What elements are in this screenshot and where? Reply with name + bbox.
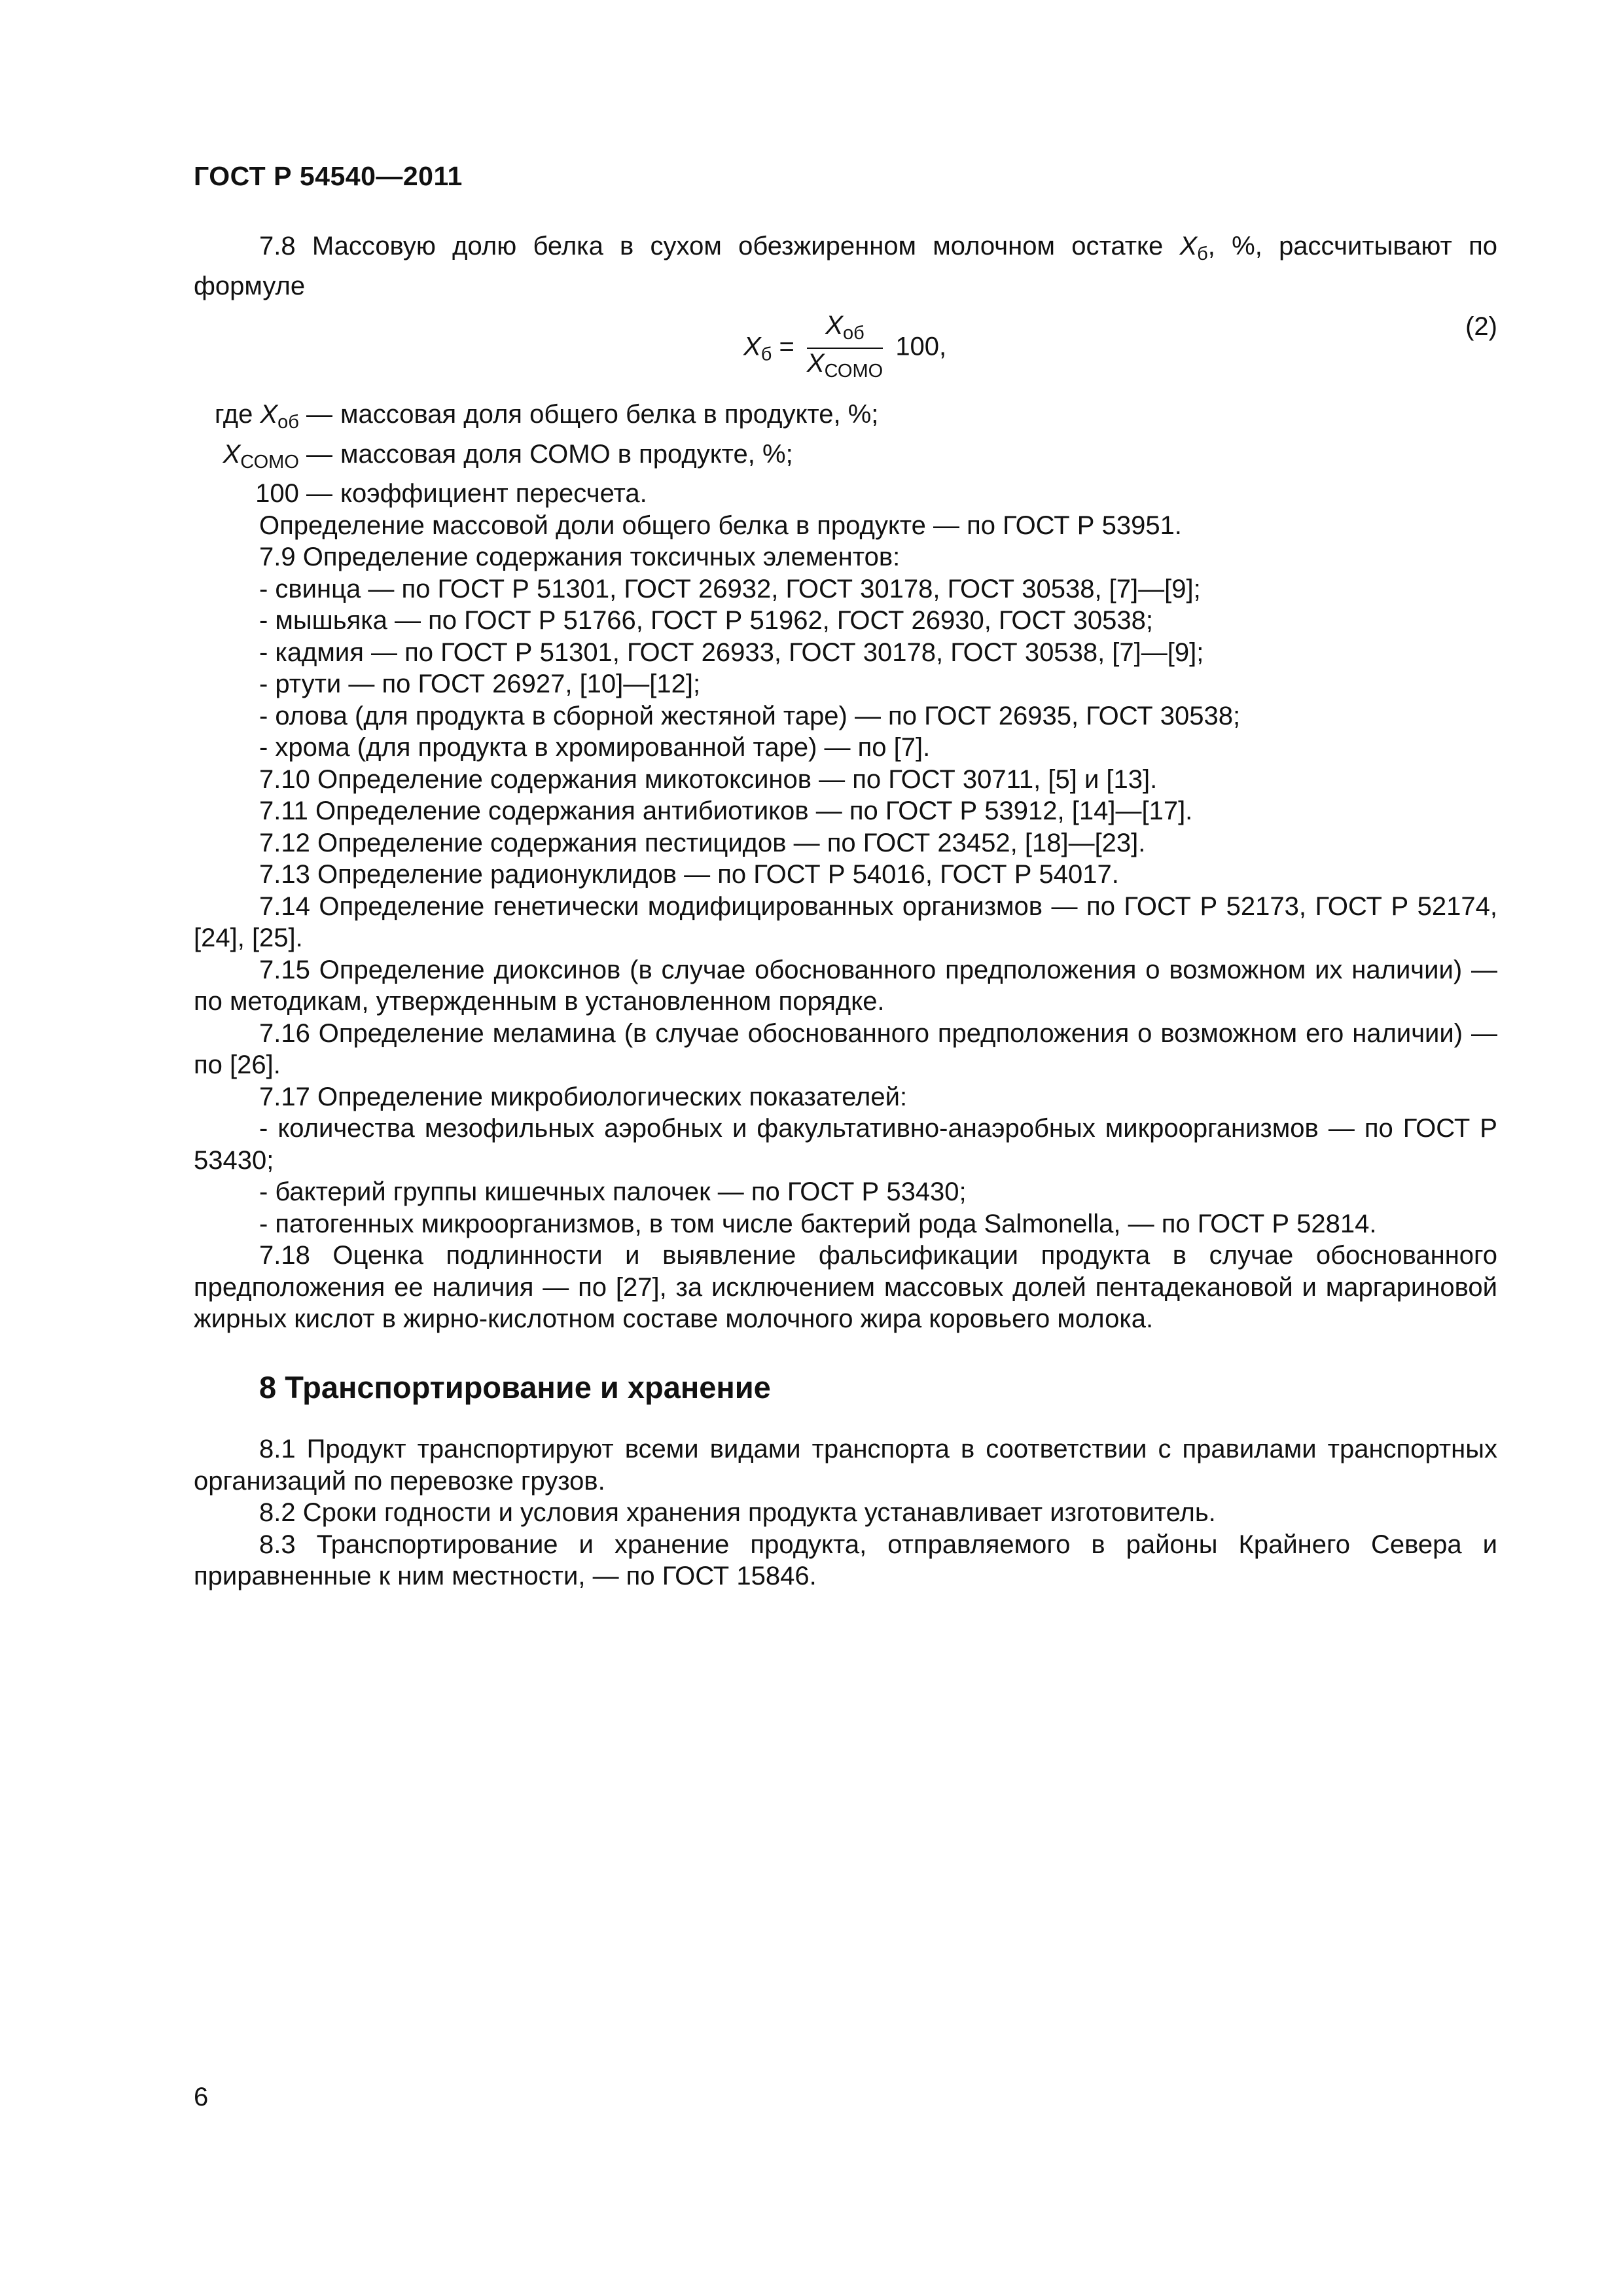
list-item: - свинца — по ГОСТ Р 51301, ГОСТ 26932, ГОСТ 30178, ГОСТ 30538, [7]—[9];: [259, 574, 1201, 603]
paragraph-7-8: 7.8 Массовую долю белка в сухом обезжиренном молочном остатке $X_б$, %, рассчитывают по формуле: [194, 232, 1498, 300]
paragraph-8-1: 8.1 Продукт транспортируют всеми видами транспорта в соответствии с правилами транспортных организаций по перевозке грузов.: [194, 1435, 1497, 1496]
paragraph-7-15: 7.15 Определение диоксинов (в случае обоснованного предположения о возможном их наличии) — по методикам, утвержденным в установленном порядке.: [194, 955, 1497, 1016]
formula-fraction: $\frac{X_{об}}{X_{СОМО}}$: [806, 311, 883, 382]
where-row-1: где $X_{об}$ — массовая доля общего белка в продукте, %;: [214, 400, 879, 433]
paragraph-7-12: 7.12 Определение содержания пестицидов — по ГОСТ 23452, [18]—[23].: [259, 828, 1146, 857]
list-item: - кадмия — по ГОСТ Р 51301, ГОСТ 26933, ГОСТ 30178, ГОСТ 30538, [7]—[9];: [259, 637, 1204, 667]
formula-2: [194, 302, 1497, 399]
paragraph-7-10: 7.10 Определение содержания микотоксинов — по ГОСТ 30711, [5] и [13].: [259, 764, 1158, 794]
page-number: 6: [194, 2083, 209, 2111]
paragraph-8-3: 8.3 Транспортирование и хранение продукта, отправляемого в районы Крайнего Севера и приравненные к ним местности, — по ГОСТ 15846.: [194, 1530, 1497, 1590]
where-row-3: 100 — коэффициент пересчета.: [255, 479, 647, 508]
paragraph-protein: Определение массовой доли общего белка в продукте — по ГОСТ Р 53951.: [259, 511, 1182, 540]
list-item: - олова (для продукта в сборной жестяной таре) — по ГОСТ 26935, ГОСТ 30538;: [259, 701, 1241, 730]
document-header: ГОСТ Р 54540—2011: [194, 161, 463, 191]
list-item: - ртути — по ГОСТ 26927, [10]—[12];: [259, 670, 701, 698]
paragraph-7-16: 7.16 Определение меламина (в случае обоснованного предположения о возможном его наличии) — по [26].: [194, 1018, 1497, 1079]
paragraph-7-11: 7.11 Определение содержания антибиотиков — по ГОСТ Р 53912, [14]—[17].: [259, 797, 1193, 825]
paragraph-7-14: 7.14 Определение генетически модифицированных организмов — по ГОСТ Р 52173, ГОСТ Р 52174, [24], [25].: [194, 891, 1497, 952]
paragraph-7-18: 7.18 Оценка подлинности и выявление фальсификации продукта в случае обоснованного предположения ее наличия — по [27], за исключением массовых долей пентадекановой и маргариновой жирных кислот в жирно-кислотном составе молочного жира коровьего молока.: [194, 1241, 1497, 1333]
paragraph-7-17: 7.17 Определение микробиологических показателей:: [259, 1082, 908, 1111]
paragraph-8-2: 8.2 Сроки годности и условия хранения продукта устанавливает изготовитель.: [259, 1498, 1216, 1527]
equation-number: (2): [1465, 312, 1497, 341]
list-item: - бактерий группы кишечных палочек — по ГОСТ Р 53430;: [259, 1177, 967, 1206]
paragraph-7-13: 7.13 Определение радионуклидов — по ГОСТ Р 54016, ГОСТ Р 54017.: [259, 860, 1119, 889]
list-item: - хрома (для продукта в хромированной таре) — по [7].: [259, 733, 931, 762]
section-heading: 8 Транспортирование и хранение: [259, 1369, 771, 1405]
where-row-2: $X_{СОМО}$ — массовая доля СОМО в продукте, %;: [223, 439, 793, 473]
list-item: - патогенных микроорганизмов, в том числе бактерий рода Salmonella, — по ГОСТ Р 52814.: [259, 1209, 1377, 1238]
list-item: - количества мезофильных аэробных и факультативно-анаэробных микроорганизмов — по ГОСТ Р 53430;: [194, 1114, 1497, 1175]
paragraph-7-9: 7.9 Определение содержания токсичных элементов:: [259, 543, 901, 571]
page-body: [194, 230, 1497, 1592]
formula-expression: $X_б$ = $\frac{X_{об}}{X_{СОМО}}$ 100,: [743, 311, 946, 386]
list-item: - мышьяка — по ГОСТ Р 51766, ГОСТ Р 51962, ГОСТ 26930, ГОСТ 30538;: [259, 606, 1153, 635]
